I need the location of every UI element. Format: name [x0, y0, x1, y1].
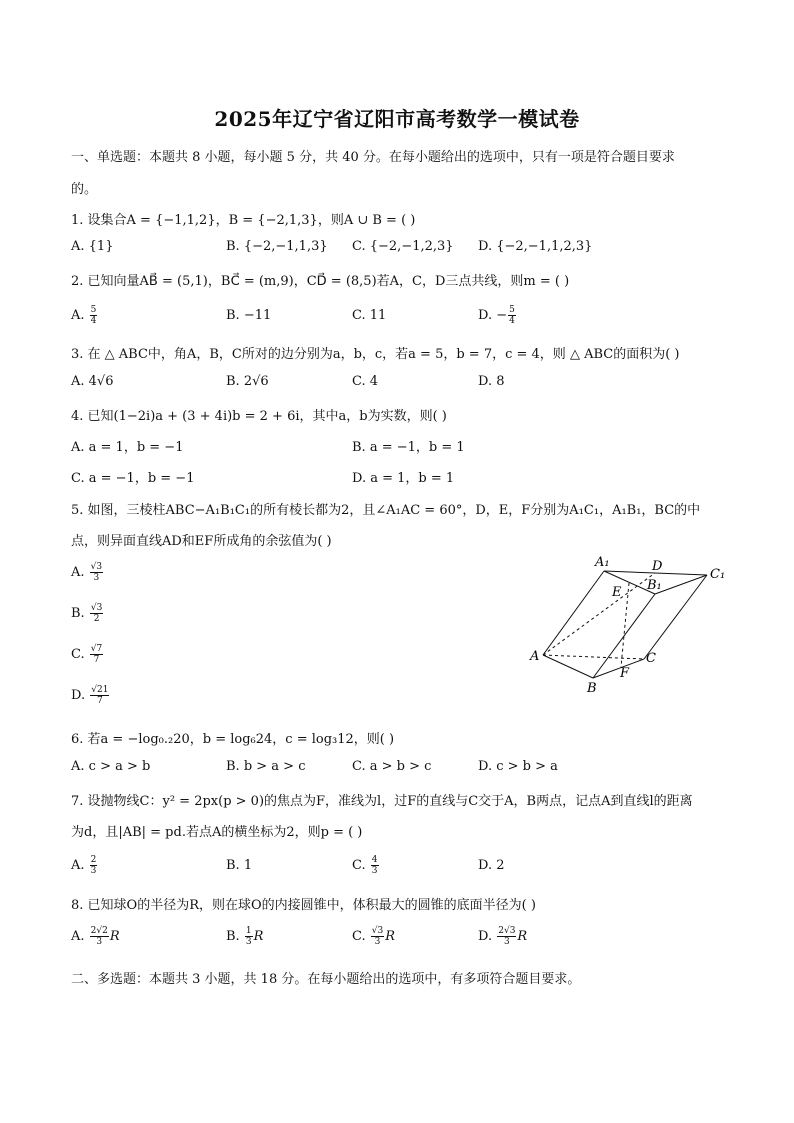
q2-option-b: B. −11	[226, 308, 272, 323]
label-f: F	[620, 666, 630, 681]
q8-option-d-suffix: R	[517, 929, 528, 944]
q8-option-b-fraction: $\frac{1}{3}$	[245, 926, 252, 947]
q2-option-d	[478, 305, 517, 326]
q3-option-c: C. 4	[352, 374, 379, 389]
label-a1: A₁	[595, 555, 610, 570]
q3-option-d: D. 8	[478, 374, 505, 389]
label-b: B	[587, 681, 597, 696]
q8-option-c-label: C.	[352, 929, 366, 944]
question-5-stem: 5. 如图，三棱柱ABC−A₁B₁C₁的所有棱长都为2，且∠A₁AC = 60°，D，E，F分别为A₁C₁，A₁B₁，BC的中	[71, 503, 701, 518]
prism-figure	[520, 548, 730, 698]
question-4-stem: 4. 已知(1−2i)a + (3 + 4i)b = 2 + 6i，其中a，b为实数，则( )	[71, 409, 447, 424]
q8-option-c	[352, 926, 395, 947]
q5-option-d	[71, 685, 110, 706]
section1-heading-cont: 的。	[71, 182, 98, 197]
label-c1: C₁	[710, 567, 726, 582]
edge-b1-c1	[655, 575, 707, 594]
q6-option-d: D. c > b > a	[478, 759, 558, 774]
q5-option-d-fraction: $\frac{√21}{7}$	[91, 685, 109, 706]
q8-option-a-fraction: $\frac{2√2}{3}$	[90, 926, 108, 947]
question-6-stem: 6. 若a = −log₀.₂20，b = log₆24，c = log₃12，则( )	[71, 732, 395, 747]
q2-option-a-label: A.	[71, 308, 85, 323]
segment-e-f	[621, 583, 629, 667]
question-5-stem-cont: 点，则异面直线AD和EF所成角的余弦值为( )	[71, 534, 332, 549]
q5-option-b-label: B.	[71, 606, 85, 621]
q8-option-d-fraction: $\frac{2√3}{3}$	[498, 926, 516, 947]
q2-option-a-fraction: $\frac{5}{4}$	[90, 305, 97, 326]
q5-option-a	[71, 562, 104, 583]
q5-option-a-fraction: $\frac{√3}{3}$	[90, 562, 103, 583]
q5-option-c-fraction: $\frac{√7}{7}$	[90, 644, 103, 665]
section2-heading: 二、多选题：本题共 3 小题，共 18 分。在每小题给出的选项中，有多项符合题目要求。	[71, 972, 581, 987]
question-8-stem: 8. 已知球O的半径为R，则在球O的内接圆锥中，体积最大的圆锥的底面半径为( )	[71, 898, 536, 913]
q3-option-a: A. 4√6	[71, 374, 114, 389]
q2-option-c: C. 11	[352, 308, 387, 323]
question-1-stem: 1. 设集合A = {−1,1,2}，B = {−2,1,3}，则A ∪ B = ( )	[71, 213, 416, 228]
label-d: D	[652, 559, 663, 574]
q8-option-b-label: B.	[226, 929, 240, 944]
q8-option-b	[226, 926, 263, 947]
q4-option-b: B. a = −1，b = 1	[352, 440, 465, 455]
q8-option-a-suffix: R	[109, 929, 120, 944]
label-c: C	[646, 651, 656, 666]
q5-option-c-label: C.	[71, 647, 85, 662]
q8-option-b-suffix: R	[253, 929, 264, 944]
q8-option-c-suffix: R	[385, 929, 396, 944]
q5-option-b	[71, 603, 104, 624]
label-b1: B₁	[647, 578, 662, 593]
q7-option-a	[71, 855, 98, 876]
label-a: A	[530, 649, 540, 664]
q2-option-d-fraction: $\frac{5}{4}$	[509, 305, 515, 326]
page-title: 2025年辽宁省辽阳市高考数学一模试卷	[214, 107, 580, 131]
question-7-stem: 7. 设抛物线C：y² = 2px(p > 0)的焦点为F，准线为l，过F的直线与C交于A，B两点，记点A到直线l的距离	[71, 794, 693, 809]
question-7-stem-cont: 为d，且|AB| = pd.若点A的横坐标为2，则p = ( )	[71, 825, 363, 840]
q6-option-a: A. c > a > b	[71, 759, 151, 774]
edge-a-a1	[543, 571, 604, 655]
q8-option-a	[71, 926, 120, 947]
q4-option-d: D. a = 1，b = 1	[352, 471, 455, 486]
q7-option-a-fraction: $\frac{2}{3}$	[90, 855, 97, 876]
q8-option-d-label: D.	[478, 929, 493, 944]
question-2-stem: 2. 已知向量AB⃗ = (5,1)，BC⃗ = (m,9)，CD⃗ = (8,5)若A，C，D三点共线，则m = ( )	[71, 274, 570, 289]
q2-option-a	[71, 305, 98, 326]
section1-heading: 一、单选题：本题共 8 小题，每小题 5 分，共 40 分。在每小题给出的选项中，只有一项是符合题目要求	[71, 150, 675, 165]
q5-option-a-label: A.	[71, 565, 85, 580]
q5-option-d-label: D.	[71, 688, 86, 703]
q2-option-d-label: D. −	[478, 308, 508, 323]
q8-option-c-fraction: $\frac{√3}{3}$	[371, 926, 384, 947]
edge-a-b	[543, 655, 593, 678]
q1-option-a: A. {1}	[71, 239, 114, 254]
q5-option-b-fraction: $\frac{√3}{2}$	[90, 603, 103, 624]
q6-option-c: C. a > b > c	[352, 759, 432, 774]
q4-option-a: A. a = 1，b = −1	[71, 440, 184, 455]
q8-option-d	[478, 926, 527, 947]
q1-option-c: C. {−2,−1,2,3}	[352, 239, 454, 254]
q7-option-c-label: C.	[352, 858, 366, 873]
q7-option-c-fraction: $\frac{4}{3}$	[371, 855, 378, 876]
segment-a-d	[543, 573, 655, 655]
q7-option-c	[352, 855, 380, 876]
q7-option-a-label: A.	[71, 858, 85, 873]
q7-option-d: D. 2	[478, 858, 505, 873]
q3-option-b: B. 2√6	[226, 374, 269, 389]
q6-option-b: B. b > a > c	[226, 759, 306, 774]
label-e: E	[612, 585, 622, 600]
q7-option-b: B. 1	[226, 858, 253, 873]
q1-option-d: D. {−2,−1,1,2,3}	[478, 239, 593, 254]
edge-b-c	[593, 659, 644, 678]
q8-option-a-label: A.	[71, 929, 85, 944]
q1-option-b: B. {−2,−1,1,3}	[226, 239, 328, 254]
q4-option-c: C. a = −1，b = −1	[71, 471, 195, 486]
question-3-stem: 3. 在 △ ABC中，角A，B，C所对的边分别为a，b，c，若a = 5，b = 7，c = 4，则 △ ABC的面积为( )	[71, 347, 680, 362]
q5-option-c	[71, 644, 104, 665]
edge-a-c	[543, 655, 644, 659]
